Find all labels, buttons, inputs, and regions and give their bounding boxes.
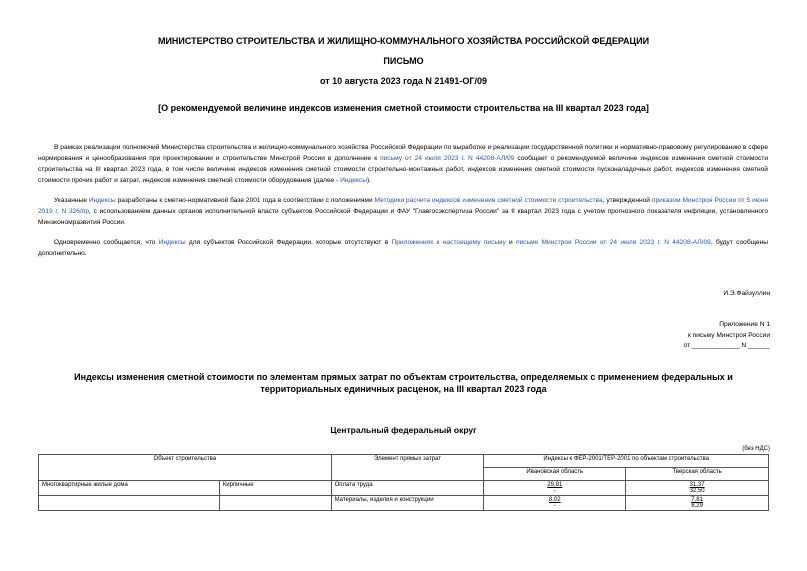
index-value: -	[553, 503, 556, 509]
link-methodology[interactable]: Методики расчета индексов изменения сметной стоимости строительства	[374, 197, 603, 204]
paragraph-2	[38, 195, 768, 228]
link-indices[interactable]: Индексы	[340, 177, 367, 184]
table-header-row	[39, 455, 769, 468]
link-indices[interactable]: Индексы	[88, 197, 116, 204]
appendix-block	[684, 320, 770, 352]
indices-table	[38, 454, 769, 511]
index-value: 31,37	[689, 482, 705, 488]
paragraph-text: В рамках реализации полномочий Министерства строительства и жилищно-коммунального хозяйства Российской Федерации по выработке и реализации государственной политики и нормативно-правовому регулированию в сфере нормирования и ценообразования при проектировании и строительстве Минстрой России в дополнение к	[38, 144, 768, 162]
col-header-region: Тверская область	[626, 468, 769, 481]
index-value: 7,81	[691, 497, 703, 503]
link-indices[interactable]: Индексы	[158, 239, 186, 246]
cell-element: Материалы, изделия и конструкции	[331, 496, 484, 511]
paragraph-text: сообщает о рекомендуемой величине индексов изменения сметной стоимости строительства на III квартал 2023 года, в том числе величине индексов изменения сметной стоимости строительно-монтажных работ, индексов изменения сметной стоимости пусконаладочных работ, индексов изменения сметной стоимости прочих работ и затрат, индексов изменения сметной стоимости оборудования (далее -	[38, 155, 769, 184]
cell-ivanovo	[484, 496, 626, 511]
letter-subject: [О рекомендуемой величине индексов изменения сметной стоимости строительства на III квартал 2023 года]	[158, 103, 649, 113]
index-value: 29,81	[547, 482, 563, 488]
link-order-326[interactable]: приказом Минстроя России от 5 июня 2019 г. N 326/пр	[38, 197, 768, 215]
cell-tver	[626, 496, 769, 511]
cell-object: Многоквартирные жилые дома	[39, 481, 220, 496]
col-header-element: Элемент прямых затрат	[331, 455, 484, 481]
cell-ivanovo	[484, 481, 626, 496]
col-header-indices: Индексы к ФЕР-2001/ТЕР-2001 по объектам строительства	[484, 455, 769, 468]
document-type: ПИСЬМО	[383, 56, 424, 66]
link-appendices[interactable]: Приложениях к настоящему письму	[391, 239, 506, 246]
index-value: -	[553, 488, 556, 494]
index-value: 8,29	[691, 503, 703, 509]
link-letter-44208[interactable]: письме Минстроя России от 24 июля 2023 г. N 44208-АЛ/09	[516, 239, 711, 246]
table-row	[39, 496, 769, 511]
col-header-object: Объект строительства	[39, 455, 332, 481]
index-value: 8,02	[548, 497, 561, 503]
date-number: от 10 августа 2023 года N 21491-ОГ/09	[319, 76, 488, 86]
table-title: Индексы изменения сметной стоимости по элементам прямых затрат по объектам строительства, определяемых с применением федеральных и территориальных единичных расценок, на III квартал 2023 года	[74, 372, 733, 394]
ministry-heading: МИНИСТЕРСТВО СТРОИТЕЛЬСТВА И ЖИЛИЩНО-КОММУНАЛЬНОГО ХОЗЯЙСТВА РОССИЙСКОЙ ФЕДЕРАЦИИ	[157, 36, 650, 46]
cell-object	[39, 496, 220, 511]
appendix-number: Приложение N 1	[719, 321, 770, 328]
col-header-region: Ивановская область	[484, 468, 626, 481]
paragraph-text: для субъектов Российской Федерации, которые отсутствуют в	[185, 239, 392, 246]
paragraph-text: Указанные	[54, 197, 89, 204]
cell-type	[219, 496, 331, 511]
link-letter-44208[interactable]: письму от 24 июля 2023 г. N 44208-АЛ/09	[380, 155, 515, 162]
table-row	[39, 481, 769, 496]
paragraph-text: ).	[366, 177, 371, 184]
appendix-reference: к письму Минстроя России	[687, 331, 770, 339]
paragraph-text: , с использованием данных органов исполнительной власти субъектов Российской Федерации и ФАУ "Главгосэкспертиза России" за II квартал 2023 года с учетом прогнозного показателя инфляции, установленного Минэкономразвития России.	[38, 208, 768, 226]
paragraph-text: разработаны к сметно-нормативной базе 2001 года в соответствии с положениями	[115, 197, 375, 204]
paragraph-3	[38, 237, 768, 259]
paragraph-text: , будут сообщены дополнительно.	[38, 239, 769, 257]
cell-type: Кирпичные	[219, 481, 331, 496]
appendix-date-line: от _____________ N ______	[683, 342, 770, 349]
cell-tver	[626, 481, 769, 496]
paragraph-text: Одновременно сообщается, что	[54, 239, 159, 246]
vat-note: (без НДС)	[742, 446, 770, 452]
paragraph-text: , утвержденной	[602, 197, 652, 204]
index-value: 32,50	[689, 488, 705, 494]
signature: И.Э.Файзуллин	[723, 290, 770, 297]
cell-element: Оплата труда	[331, 481, 484, 496]
paragraph-1	[38, 142, 768, 186]
region-heading: Центральный федеральный округ	[330, 425, 477, 435]
paragraph-text: и	[505, 239, 517, 246]
